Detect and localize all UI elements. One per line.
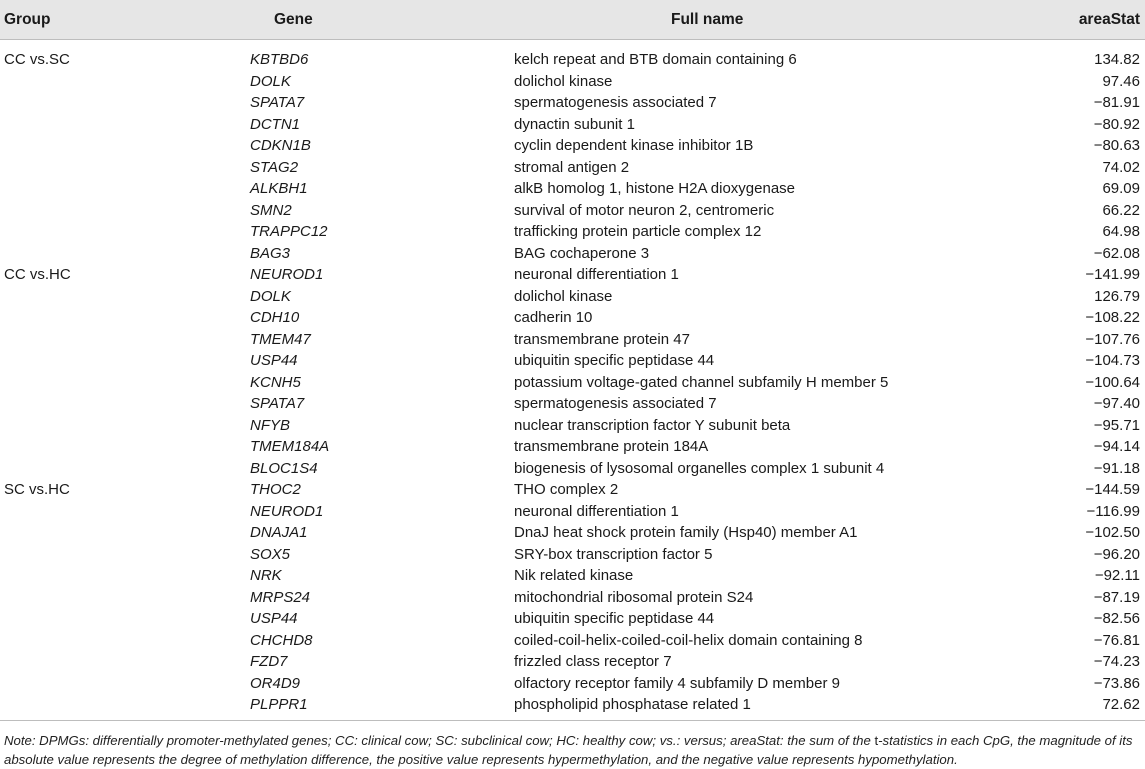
full-name-cell: ubiquitin specific peptidase 44 xyxy=(514,610,715,627)
gene-cell: SPATA7 xyxy=(250,395,305,412)
table-header xyxy=(0,0,1145,40)
table-row xyxy=(0,200,1145,222)
table-row xyxy=(0,587,1145,609)
areastat-cell: −81.91 xyxy=(1093,94,1140,111)
table-row xyxy=(0,114,1145,136)
table-row xyxy=(0,221,1145,243)
areastat-cell: −76.81 xyxy=(1093,631,1140,649)
full-name-cell: spermatogenesis associated 7 xyxy=(514,94,717,111)
areastat-cell: −104.73 xyxy=(1085,352,1140,369)
table-row xyxy=(0,92,1145,114)
note-text-before: Note: DPMGs: differentially promoter-methylated genes; CC: clinical cow; SC: subclinical cow; HC: healthy cow; vs.: versus; areaStat: the sum of the xyxy=(4,733,875,748)
areastat-cell: −82.56 xyxy=(1093,610,1140,627)
full-name-cell: Nik related kinase xyxy=(514,567,634,584)
gene-cell: SMN2 xyxy=(250,201,292,219)
group-cell: CC vs.HC xyxy=(4,266,71,283)
areastat-cell: −100.64 xyxy=(1085,373,1140,391)
header-group: Group xyxy=(4,11,51,28)
table-row xyxy=(0,694,1145,716)
table-row xyxy=(0,178,1145,200)
table-row xyxy=(0,372,1145,394)
full-name-cell: trafficking protein particle complex 12 xyxy=(514,223,762,240)
table-row xyxy=(0,286,1145,308)
full-name-cell: DnaJ heat shock protein family (Hsp40) member A1 xyxy=(514,524,858,541)
full-name-cell: frizzled class receptor 7 xyxy=(514,653,672,670)
table-row xyxy=(0,415,1145,437)
full-name-cell: neuronal differentiation 1 xyxy=(514,502,679,520)
table-note xyxy=(4,731,1140,769)
gene-cell: TMEM184A xyxy=(250,438,330,455)
full-name-cell: phospholipid phosphatase related 1 xyxy=(514,696,751,713)
areastat-cell: 72.62 xyxy=(1102,696,1140,713)
gene-cell: STAG2 xyxy=(250,158,299,176)
gene-cell: ALKBH1 xyxy=(250,180,308,197)
table-row xyxy=(0,651,1145,673)
areastat-cell: 69.09 xyxy=(1102,180,1140,197)
areastat-cell: −92.11 xyxy=(1094,567,1140,584)
table-row xyxy=(0,329,1145,351)
table-row xyxy=(0,157,1145,179)
areastat-cell: 66.22 xyxy=(1102,201,1140,219)
table-row xyxy=(0,49,1145,71)
gene-cell: DOLK xyxy=(250,72,291,90)
group-cell: CC vs.SC xyxy=(4,51,70,68)
header-full-name: Full name xyxy=(671,11,744,28)
gene-cell: NRK xyxy=(250,567,282,584)
areastat-cell: −91.18 xyxy=(1093,459,1140,477)
gene-cell: THOC2 xyxy=(250,481,301,498)
gene-cell: BAG3 xyxy=(250,244,291,262)
areastat-cell: 74.02 xyxy=(1102,158,1140,176)
table-row xyxy=(0,522,1145,544)
full-name-cell: cadherin 10 xyxy=(514,309,593,326)
table-row xyxy=(0,393,1145,415)
full-name-cell: ubiquitin specific peptidase 44 xyxy=(514,352,715,369)
gene-cell: CDKN1B xyxy=(250,137,311,154)
areastat-cell: −141.99 xyxy=(1085,266,1140,283)
gene-cell: KBTBD6 xyxy=(250,51,309,68)
table-row xyxy=(0,501,1145,523)
gene-cell: DOLK xyxy=(250,287,291,305)
table-row xyxy=(0,71,1145,93)
areastat-cell: 64.98 xyxy=(1102,223,1140,240)
full-name-cell: spermatogenesis associated 7 xyxy=(514,395,717,412)
full-name-cell: SRY-box transcription factor 5 xyxy=(514,545,713,563)
areastat-cell: 134.82 xyxy=(1094,51,1140,68)
table-row xyxy=(0,565,1145,587)
gene-cell: SPATA7 xyxy=(250,94,305,111)
note-text-after: -statistics in each CpG, the magnitude of its absolute value represents the degree of methylation difference, the positive value represents hypermethylation, and the negative value represents hypomethylation. xyxy=(4,733,1133,767)
table-row xyxy=(0,135,1145,157)
gene-cell: TRAPPC12 xyxy=(250,223,328,240)
gene-cell: NEUROD1 xyxy=(250,266,324,283)
full-name-cell: survival of motor neuron 2, centromeric xyxy=(514,201,775,219)
full-name-cell: transmembrane protein 184A xyxy=(514,438,709,455)
areastat-cell: −62.08 xyxy=(1093,244,1140,262)
areastat-cell: −80.63 xyxy=(1093,137,1140,154)
gene-cell: FZD7 xyxy=(250,653,288,670)
gene-cell: NFYB xyxy=(250,416,291,434)
full-name-cell: cyclin dependent kinase inhibitor 1B xyxy=(514,137,754,154)
areastat-cell: −94.14 xyxy=(1093,438,1140,455)
full-name-cell: dolichol kinase xyxy=(514,72,613,90)
table-row xyxy=(0,307,1145,329)
gene-cell: DCTN1 xyxy=(250,115,301,133)
table-row xyxy=(0,436,1145,458)
gene-cell: KCNH5 xyxy=(250,373,301,391)
table-row xyxy=(0,479,1145,501)
header-gene: Gene xyxy=(274,11,313,28)
group-cell: SC vs.HC xyxy=(4,481,70,498)
table-row xyxy=(0,673,1145,695)
gene-cell: OR4D9 xyxy=(250,674,301,692)
full-name-cell: neuronal differentiation 1 xyxy=(514,266,679,283)
areastat-cell: −107.76 xyxy=(1085,330,1140,348)
full-name-cell: stromal antigen 2 xyxy=(514,158,630,176)
gene-cell: SOX5 xyxy=(250,545,291,563)
gene-cell: CDH10 xyxy=(250,309,300,326)
areastat-cell: −96.20 xyxy=(1093,545,1140,563)
areastat-cell: −102.50 xyxy=(1085,524,1140,541)
full-name-cell: nuclear transcription factor Y subunit beta xyxy=(514,416,791,434)
note-t-symbol: t xyxy=(874,733,879,748)
full-name-cell: kelch repeat and BTB domain containing 6 xyxy=(514,51,797,68)
gene-cell: TMEM47 xyxy=(250,330,311,348)
areastat-cell: −108.22 xyxy=(1085,309,1140,326)
gene-cell: USP44 xyxy=(250,610,298,627)
table-bottom-rule xyxy=(0,720,1145,721)
full-name-cell: olfactory receptor family 4 subfamily D member 9 xyxy=(514,674,840,692)
gene-cell: MRPS24 xyxy=(250,588,311,606)
areastat-cell: −95.71 xyxy=(1093,416,1140,434)
table-row xyxy=(0,608,1145,630)
table-row xyxy=(0,544,1145,566)
header-areastat: areaStat xyxy=(1078,11,1140,28)
table-row xyxy=(0,243,1145,265)
full-name-cell: biogenesis of lysosomal organelles complex 1 subunit 4 xyxy=(514,459,885,477)
full-name-cell: transmembrane protein 47 xyxy=(514,330,690,348)
table-row xyxy=(0,458,1145,480)
full-name-cell: alkB homolog 1, histone H2A dioxygenase xyxy=(514,180,796,197)
full-name-cell: dynactin subunit 1 xyxy=(514,115,635,133)
gene-cell: BLOC1S4 xyxy=(250,459,318,477)
table-body xyxy=(0,40,1145,716)
areastat-cell: −97.40 xyxy=(1093,395,1140,412)
areastat-cell: 126.79 xyxy=(1094,287,1140,305)
gene-cell: DNAJA1 xyxy=(250,524,308,541)
areastat-cell: 97.46 xyxy=(1102,72,1140,90)
areastat-cell: −74.23 xyxy=(1093,653,1140,670)
full-name-cell: coiled-coil-helix-coiled-coil-helix domain containing 8 xyxy=(514,631,863,649)
table-row xyxy=(0,350,1145,372)
table-row xyxy=(0,264,1145,286)
full-name-cell: BAG cochaperone 3 xyxy=(514,244,650,262)
full-name-cell: potassium voltage-gated channel subfamily H member 5 xyxy=(514,373,889,391)
areastat-cell: −87.19 xyxy=(1093,588,1140,606)
areastat-cell: −80.92 xyxy=(1093,115,1140,133)
table-row xyxy=(0,630,1145,652)
gene-cell: CHCHD8 xyxy=(250,631,313,649)
full-name-cell: mitochondrial ribosomal protein S24 xyxy=(514,588,754,606)
full-name-cell: dolichol kinase xyxy=(514,287,613,305)
gene-cell: PLPPR1 xyxy=(250,696,308,713)
areastat-cell: −144.59 xyxy=(1085,481,1140,498)
gene-cell: USP44 xyxy=(250,352,298,369)
gene-cell: NEUROD1 xyxy=(250,502,324,520)
full-name-cell: THO complex 2 xyxy=(514,481,619,498)
areastat-cell: −116.99 xyxy=(1086,502,1140,520)
areastat-cell: −73.86 xyxy=(1093,674,1140,692)
